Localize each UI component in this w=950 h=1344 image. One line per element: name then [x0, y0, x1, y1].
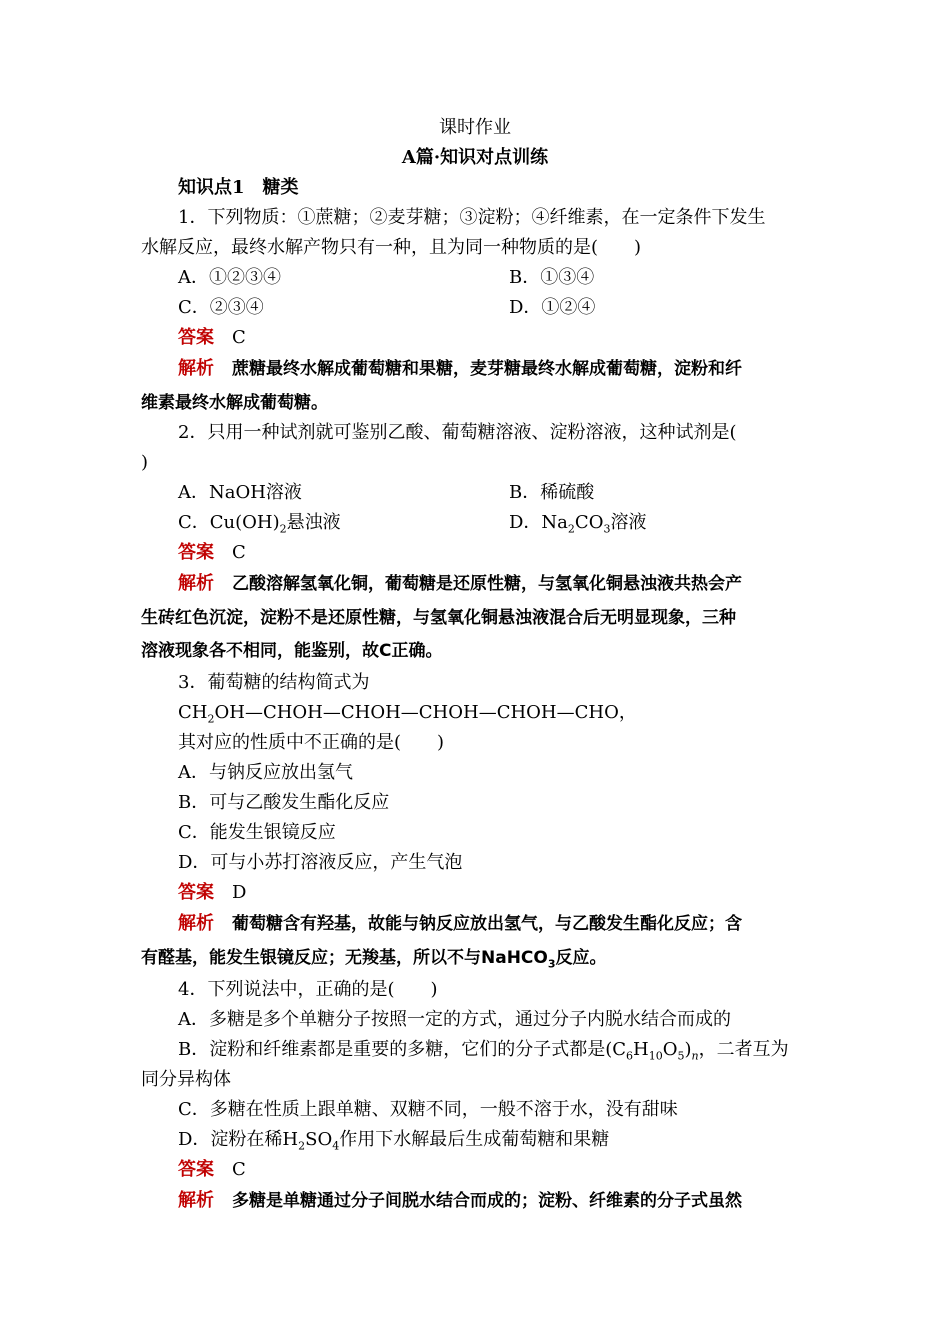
q1-option-c: C．②③④	[178, 297, 264, 318]
q3-answer	[178, 880, 811, 906]
q1-answer	[178, 325, 811, 351]
q2-stem-line2: )	[141, 452, 149, 473]
q4-option-c: C．多糖在性质上跟单糖、双糖不同，一般不溶于水，没有甜味	[178, 1099, 678, 1120]
q2-explanation-text1: 乙酸溶解氢氧化铜，葡萄糖是还原性糖，与氢氧化铜悬浊液共热会产	[232, 574, 742, 594]
page-subtitle: A篇·知识对点训练	[401, 147, 549, 168]
q4-explanation-line1	[178, 1188, 811, 1214]
q2-option-c: C．$Cu(OH)_2$悬浊液	[178, 512, 341, 536]
q4-option-b-line2: 同分异构体	[141, 1069, 231, 1090]
q1-explanation-line1	[178, 356, 811, 382]
q4-option-b: B．淀粉和纤维素都是重要的多糖，它们的分子式都是$(C_6H_{10}O_5)_n$，二者互为	[178, 1039, 789, 1063]
q2-options-row1	[178, 480, 811, 506]
q2-explanation-line3: 溶液现象各不相同，能鉴别，故C正确。	[141, 641, 443, 661]
answer-label: 答案	[178, 1159, 214, 1180]
q2-answer	[178, 540, 811, 566]
q1-stem-line2: 水解反应，最终水解产物只有一种，且为同一种物质的是( )	[141, 237, 642, 258]
q3-explanation-text1: 葡萄糖含有羟基，故能与钠反应放出氢气，与乙酸发生酯化反应；含	[232, 914, 742, 934]
q2-option-b: B．稀硫酸	[509, 482, 595, 503]
q3-explanation-line2: 有醛基，能发生银镜反应；无羧基，所以不与NaHCO$_3$反应。	[141, 948, 607, 971]
q2-options-row2	[178, 510, 811, 536]
q1-explanation-line2: 维素最终水解成葡萄糖。	[141, 393, 328, 413]
q4-stem: 4．下列说法中，正确的是( )	[178, 979, 438, 1000]
q1-explanation-text1: 蔗糖最终水解成葡萄糖和果糖，麦芽糖最终水解成葡萄糖，淀粉和纤	[232, 359, 742, 379]
answer-label: 答案	[178, 327, 214, 348]
answer-label: 答案	[178, 542, 214, 563]
q3-stem-line3: 其对应的性质中不正确的是( )	[178, 732, 445, 753]
explanation-label: 解析	[178, 1190, 214, 1211]
q2-explanation-line1	[178, 571, 811, 597]
q1-answer-value: C	[232, 327, 246, 348]
q1-options-row1	[178, 265, 811, 291]
q4-answer-value: C	[232, 1159, 246, 1180]
answer-label: 答案	[178, 882, 214, 903]
q1-stem-line1: 1．下列物质：①蔗糖；②麦芽糖；③淀粉；④纤维素，在一定条件下发生	[178, 207, 766, 228]
q1-option-d: D．①②④	[509, 297, 596, 318]
q2-stem-line1: 2．只用一种试剂就可鉴别乙酸、葡萄糖溶液、淀粉溶液，这种试剂是(	[178, 422, 737, 443]
q3-option-d: D．可与小苏打溶液反应，产生气泡	[178, 852, 463, 873]
q2-answer-value: C	[232, 542, 246, 563]
q4-option-d: D．淀粉在稀$H_2SO_4$作用下水解最后生成葡萄糖和果糖	[178, 1129, 610, 1153]
q4-answer	[178, 1157, 811, 1183]
section-heading: 知识点1 糖类	[178, 177, 299, 198]
explanation-label: 解析	[178, 573, 214, 594]
q1-option-b: B．①③④	[509, 267, 595, 288]
q3-answer-value: D	[232, 882, 247, 903]
q2-explanation-line2: 生砖红色沉淀，淀粉不是还原性糖，与氢氧化铜悬浊液混合后无明显现象，三种	[141, 608, 736, 628]
q2-option-a: A．NaOH溶液	[178, 482, 302, 503]
explanation-label: 解析	[178, 358, 214, 379]
q3-explanation-line1	[178, 911, 811, 937]
q2-option-d: D．$Na_2CO_3$溶液	[509, 512, 647, 536]
q3-option-a: A．与钠反应放出氢气	[178, 762, 353, 783]
q4-explanation-text1: 多糖是单糖通过分子间脱水结合而成的；淀粉、纤维素的分子式虽然	[232, 1191, 742, 1211]
q1-option-a: A．①②③④	[178, 267, 281, 288]
q3-formula: $CH_2OH—CHOH—CHOH—CHOH—CHOH—CHO$，	[178, 702, 637, 726]
q3-option-b: B．可与乙酸发生酯化反应	[178, 792, 390, 813]
q4-option-a: A．多糖是多个单糖分子按照一定的方式，通过分子内脱水结合而成的	[178, 1009, 731, 1030]
page-title: 课时作业	[439, 117, 511, 138]
explanation-label: 解析	[178, 913, 214, 934]
q3-stem-line1: 3．葡萄糖的结构简式为	[178, 672, 370, 693]
q3-option-c: C．能发生银镜反应	[178, 822, 336, 843]
q1-options-row2	[178, 295, 811, 321]
